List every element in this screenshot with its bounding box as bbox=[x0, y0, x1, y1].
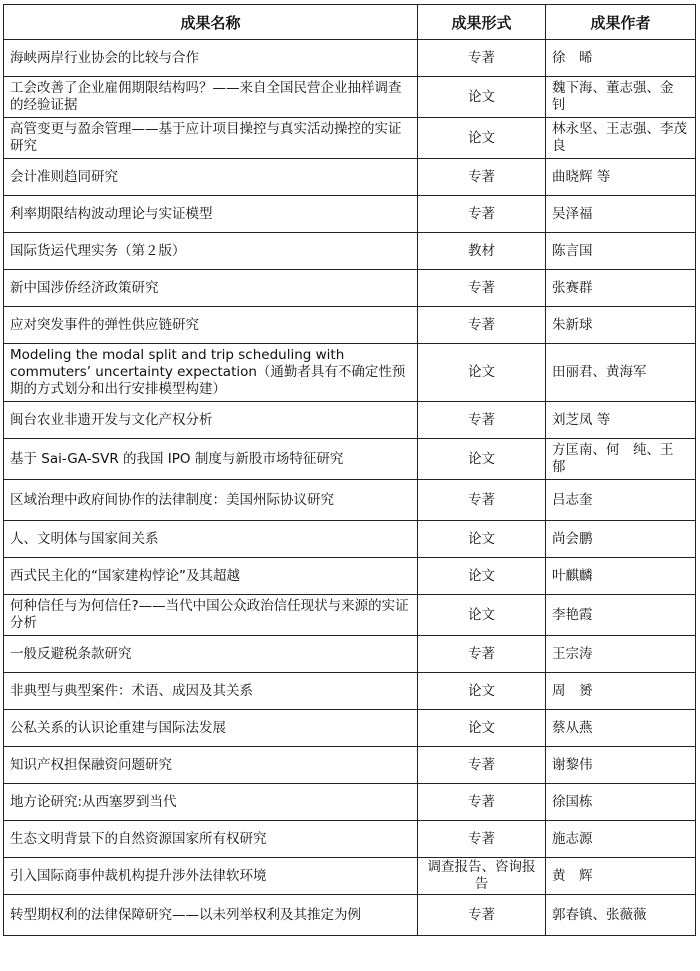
cell-type: 专著 bbox=[418, 40, 546, 77]
cell-type: 论文 bbox=[418, 118, 546, 159]
cell-title: 利率期限结构波动理论与实证模型 bbox=[4, 196, 418, 233]
cell-author: 徐 晞 bbox=[546, 40, 696, 77]
table-row bbox=[4, 77, 696, 118]
table-row bbox=[4, 159, 696, 196]
cell-type: 论文 bbox=[418, 521, 546, 558]
table-row bbox=[4, 858, 696, 895]
cell-title: 闽台农业非遗开发与文化产权分析 bbox=[4, 402, 418, 439]
cell-author: 徐国栋 bbox=[546, 784, 696, 821]
header-title: 成果名称 bbox=[4, 5, 418, 40]
cell-title: 新中国涉侨经济政策研究 bbox=[4, 270, 418, 307]
table-row bbox=[4, 710, 696, 747]
cell-title: Modeling the modal split and trip scheduling with commuters’ uncertainty expectation（通勤者具有不确定性预期的方式划分和出行安排模型构建） bbox=[4, 344, 418, 402]
table-row bbox=[4, 558, 696, 595]
cell-author: 李艳霞 bbox=[546, 595, 696, 636]
table-row bbox=[4, 40, 696, 77]
cell-author: 吴泽福 bbox=[546, 196, 696, 233]
cell-type: 专著 bbox=[418, 307, 546, 344]
cell-author: 陈言国 bbox=[546, 233, 696, 270]
table-row bbox=[4, 895, 696, 936]
table-row bbox=[4, 521, 696, 558]
table-row bbox=[4, 402, 696, 439]
cell-author: 施志源 bbox=[546, 821, 696, 858]
table-row bbox=[4, 480, 696, 521]
cell-title: 西式民主化的“国家建构悖论”及其超越 bbox=[4, 558, 418, 595]
cell-type: 论文 bbox=[418, 673, 546, 710]
cell-title: 一般反避税条款研究 bbox=[4, 636, 418, 673]
header-author: 成果作者 bbox=[546, 5, 696, 40]
cell-author: 叶麒麟 bbox=[546, 558, 696, 595]
table-row bbox=[4, 673, 696, 710]
table-body bbox=[4, 40, 696, 936]
cell-author: 黄 辉 bbox=[546, 858, 696, 895]
cell-title: 应对突发事件的弹性供应链研究 bbox=[4, 307, 418, 344]
cell-author: 尚会鹏 bbox=[546, 521, 696, 558]
cell-author: 周 赟 bbox=[546, 673, 696, 710]
cell-type: 专著 bbox=[418, 784, 546, 821]
cell-author: 田丽君、黄海军 bbox=[546, 344, 696, 402]
cell-title: 引入国际商事仲裁机构提升涉外法律软环境 bbox=[4, 858, 418, 895]
table-row bbox=[4, 307, 696, 344]
table-row bbox=[4, 233, 696, 270]
achievements-table bbox=[3, 4, 696, 936]
table-row bbox=[4, 118, 696, 159]
cell-author: 蔡从燕 bbox=[546, 710, 696, 747]
cell-type: 专著 bbox=[418, 747, 546, 784]
table-row bbox=[4, 439, 696, 480]
cell-type: 论文 bbox=[418, 439, 546, 480]
cell-title: 国际货运代理实务（第２版） bbox=[4, 233, 418, 270]
cell-title: 知识产权担保融资问题研究 bbox=[4, 747, 418, 784]
table-row bbox=[4, 270, 696, 307]
cell-author: 谢黎伟 bbox=[546, 747, 696, 784]
table-row bbox=[4, 595, 696, 636]
table-row bbox=[4, 196, 696, 233]
cell-type: 专著 bbox=[418, 402, 546, 439]
cell-author: 张赛群 bbox=[546, 270, 696, 307]
cell-type: 专著 bbox=[418, 480, 546, 521]
cell-type: 调查报告、咨询报告 bbox=[418, 858, 546, 895]
cell-title: 公私关系的认识论重建与国际法发展 bbox=[4, 710, 418, 747]
cell-title: 海峡两岸行业协会的比较与合作 bbox=[4, 40, 418, 77]
cell-author: 王宗涛 bbox=[546, 636, 696, 673]
cell-author: 林永坚、王志强、李茂良 bbox=[546, 118, 696, 159]
cell-title: 区域治理中政府间协作的法律制度：美国州际协议研究 bbox=[4, 480, 418, 521]
cell-author: 郭春镇、张薇薇 bbox=[546, 895, 696, 936]
cell-type: 论文 bbox=[418, 77, 546, 118]
header-row bbox=[4, 5, 696, 40]
cell-author: 方匡南、何 纯、王 郁 bbox=[546, 439, 696, 480]
table-row bbox=[4, 747, 696, 784]
cell-type: 专著 bbox=[418, 895, 546, 936]
cell-title: 非典型与典型案件：术语、成因及其关系 bbox=[4, 673, 418, 710]
cell-title: 人、文明体与国家间关系 bbox=[4, 521, 418, 558]
cell-author: 吕志奎 bbox=[546, 480, 696, 521]
table-row bbox=[4, 821, 696, 858]
cell-author: 朱新球 bbox=[546, 307, 696, 344]
cell-title: 会计准则趋同研究 bbox=[4, 159, 418, 196]
table-row bbox=[4, 784, 696, 821]
cell-type: 论文 bbox=[418, 558, 546, 595]
cell-type: 论文 bbox=[418, 710, 546, 747]
cell-type: 论文 bbox=[418, 595, 546, 636]
header-type: 成果形式 bbox=[418, 5, 546, 40]
cell-type: 专著 bbox=[418, 159, 546, 196]
table-row bbox=[4, 636, 696, 673]
cell-type: 教材 bbox=[418, 233, 546, 270]
cell-title: 生态文明背景下的自然资源国家所有权研究 bbox=[4, 821, 418, 858]
cell-type: 专著 bbox=[418, 821, 546, 858]
cell-type: 专著 bbox=[418, 270, 546, 307]
cell-title: 基于 Sai-GA-SVR 的我国 IPO 制度与新股市场特征研究 bbox=[4, 439, 418, 480]
cell-type: 论文 bbox=[418, 344, 546, 402]
cell-author: 曲晓辉 等 bbox=[546, 159, 696, 196]
cell-title: 工会改善了企业雇佣期限结构吗？——来自全国民营企业抽样调查的经验证据 bbox=[4, 77, 418, 118]
cell-title: 何种信任与为何信任?——当代中国公众政治信任现状与来源的实证分析 bbox=[4, 595, 418, 636]
cell-type: 专著 bbox=[418, 196, 546, 233]
cell-title: 转型期权利的法律保障研究——以未列举权利及其推定为例 bbox=[4, 895, 418, 936]
cell-author: 魏下海、董志强、金 钊 bbox=[546, 77, 696, 118]
table-row bbox=[4, 344, 696, 402]
cell-author: 刘芝凤 等 bbox=[546, 402, 696, 439]
cell-title: 地方论研究:从西塞罗到当代 bbox=[4, 784, 418, 821]
cell-title: 高管变更与盈余管理——基于应计项目操控与真实活动操控的实证研究 bbox=[4, 118, 418, 159]
cell-type: 专著 bbox=[418, 636, 546, 673]
